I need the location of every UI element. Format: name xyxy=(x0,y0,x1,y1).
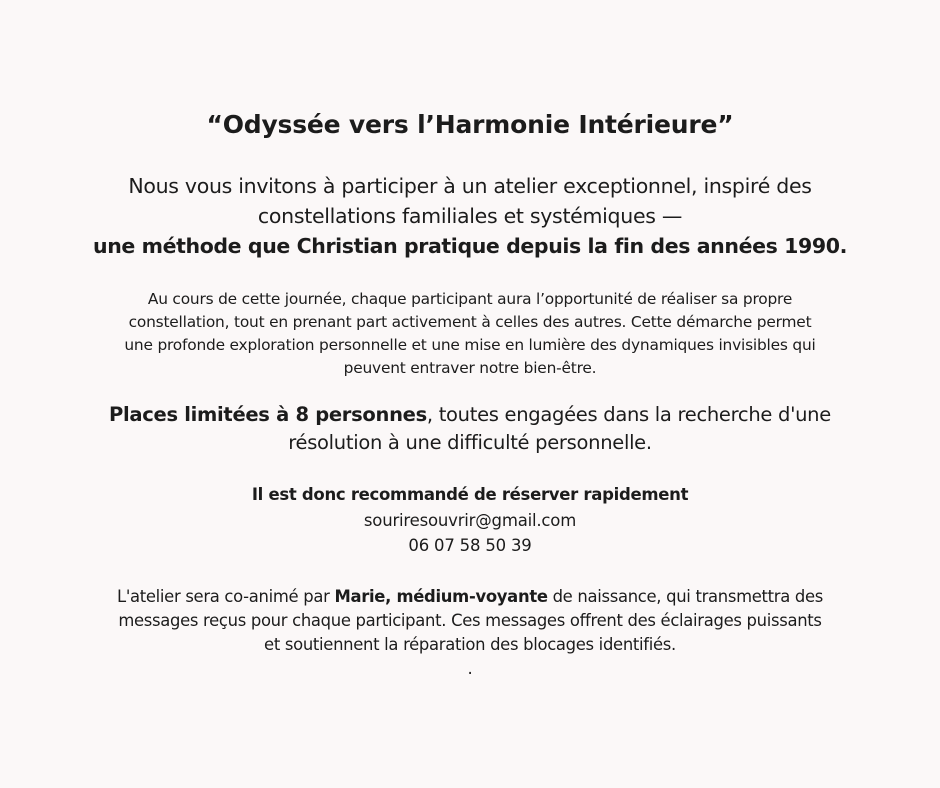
intro-method-statement: une méthode que Christian pratique depuis la fin des années 1990. xyxy=(93,234,847,258)
page-title: “Odyssée vers l’Harmonie Intérieure” xyxy=(206,110,734,139)
places-line-2: résolution à une difficulté personnelle. xyxy=(288,431,652,454)
places-line-1-rest: , toutes engagées dans la recherche d'une xyxy=(426,403,831,426)
workshop-description xyxy=(80,288,860,380)
contact-section xyxy=(70,482,870,559)
marie-line-1-pre: L'atelier sera co-animé par xyxy=(116,587,335,606)
marie-line-1 xyxy=(80,585,860,609)
description-line-2: constellation, tout en prenant part activement à celles des autres. Cette démarche permet xyxy=(128,313,812,331)
contact-email[interactable]: souriresouvrir@gmail.com xyxy=(363,510,577,530)
contact-phone[interactable]: 06 07 58 50 39 xyxy=(408,536,532,555)
description-line-4: peuvent entraver notre bien-être. xyxy=(343,359,597,377)
marie-line-3: et soutiennent la réparation des blocages identifiés. xyxy=(264,635,676,654)
co-facilitator-paragraph xyxy=(80,585,860,681)
booking-call-to-action: Il est donc recommandé de réserver rapidement xyxy=(251,485,689,504)
intro-line-1: Nous vous invitons à participer à un atelier exceptionnel, inspiré des xyxy=(128,174,812,198)
limited-places-notice xyxy=(90,401,850,457)
marie-title: Marie, médium-voyante xyxy=(334,587,548,606)
places-line-1 xyxy=(90,401,850,429)
description-line-1: Au cours de cette journée, chaque participant aura l’opportunité de réaliser sa propre xyxy=(147,290,793,308)
intro-line-2: constellations familiales et systémiques — xyxy=(257,204,683,228)
marie-line-2: messages reçus pour chaque participant. Ces messages offrent des éclairages puissants xyxy=(118,611,822,630)
marie-line-1-post: de naissance, qui transmettra des xyxy=(547,587,824,606)
trailing-dot: . xyxy=(467,659,473,678)
description-line-3: une profonde exploration personnelle et une mise en lumière des dynamiques invisibles qui xyxy=(124,336,816,354)
places-limit: Places limitées à 8 personnes xyxy=(109,403,427,426)
intro-paragraph xyxy=(70,171,870,261)
